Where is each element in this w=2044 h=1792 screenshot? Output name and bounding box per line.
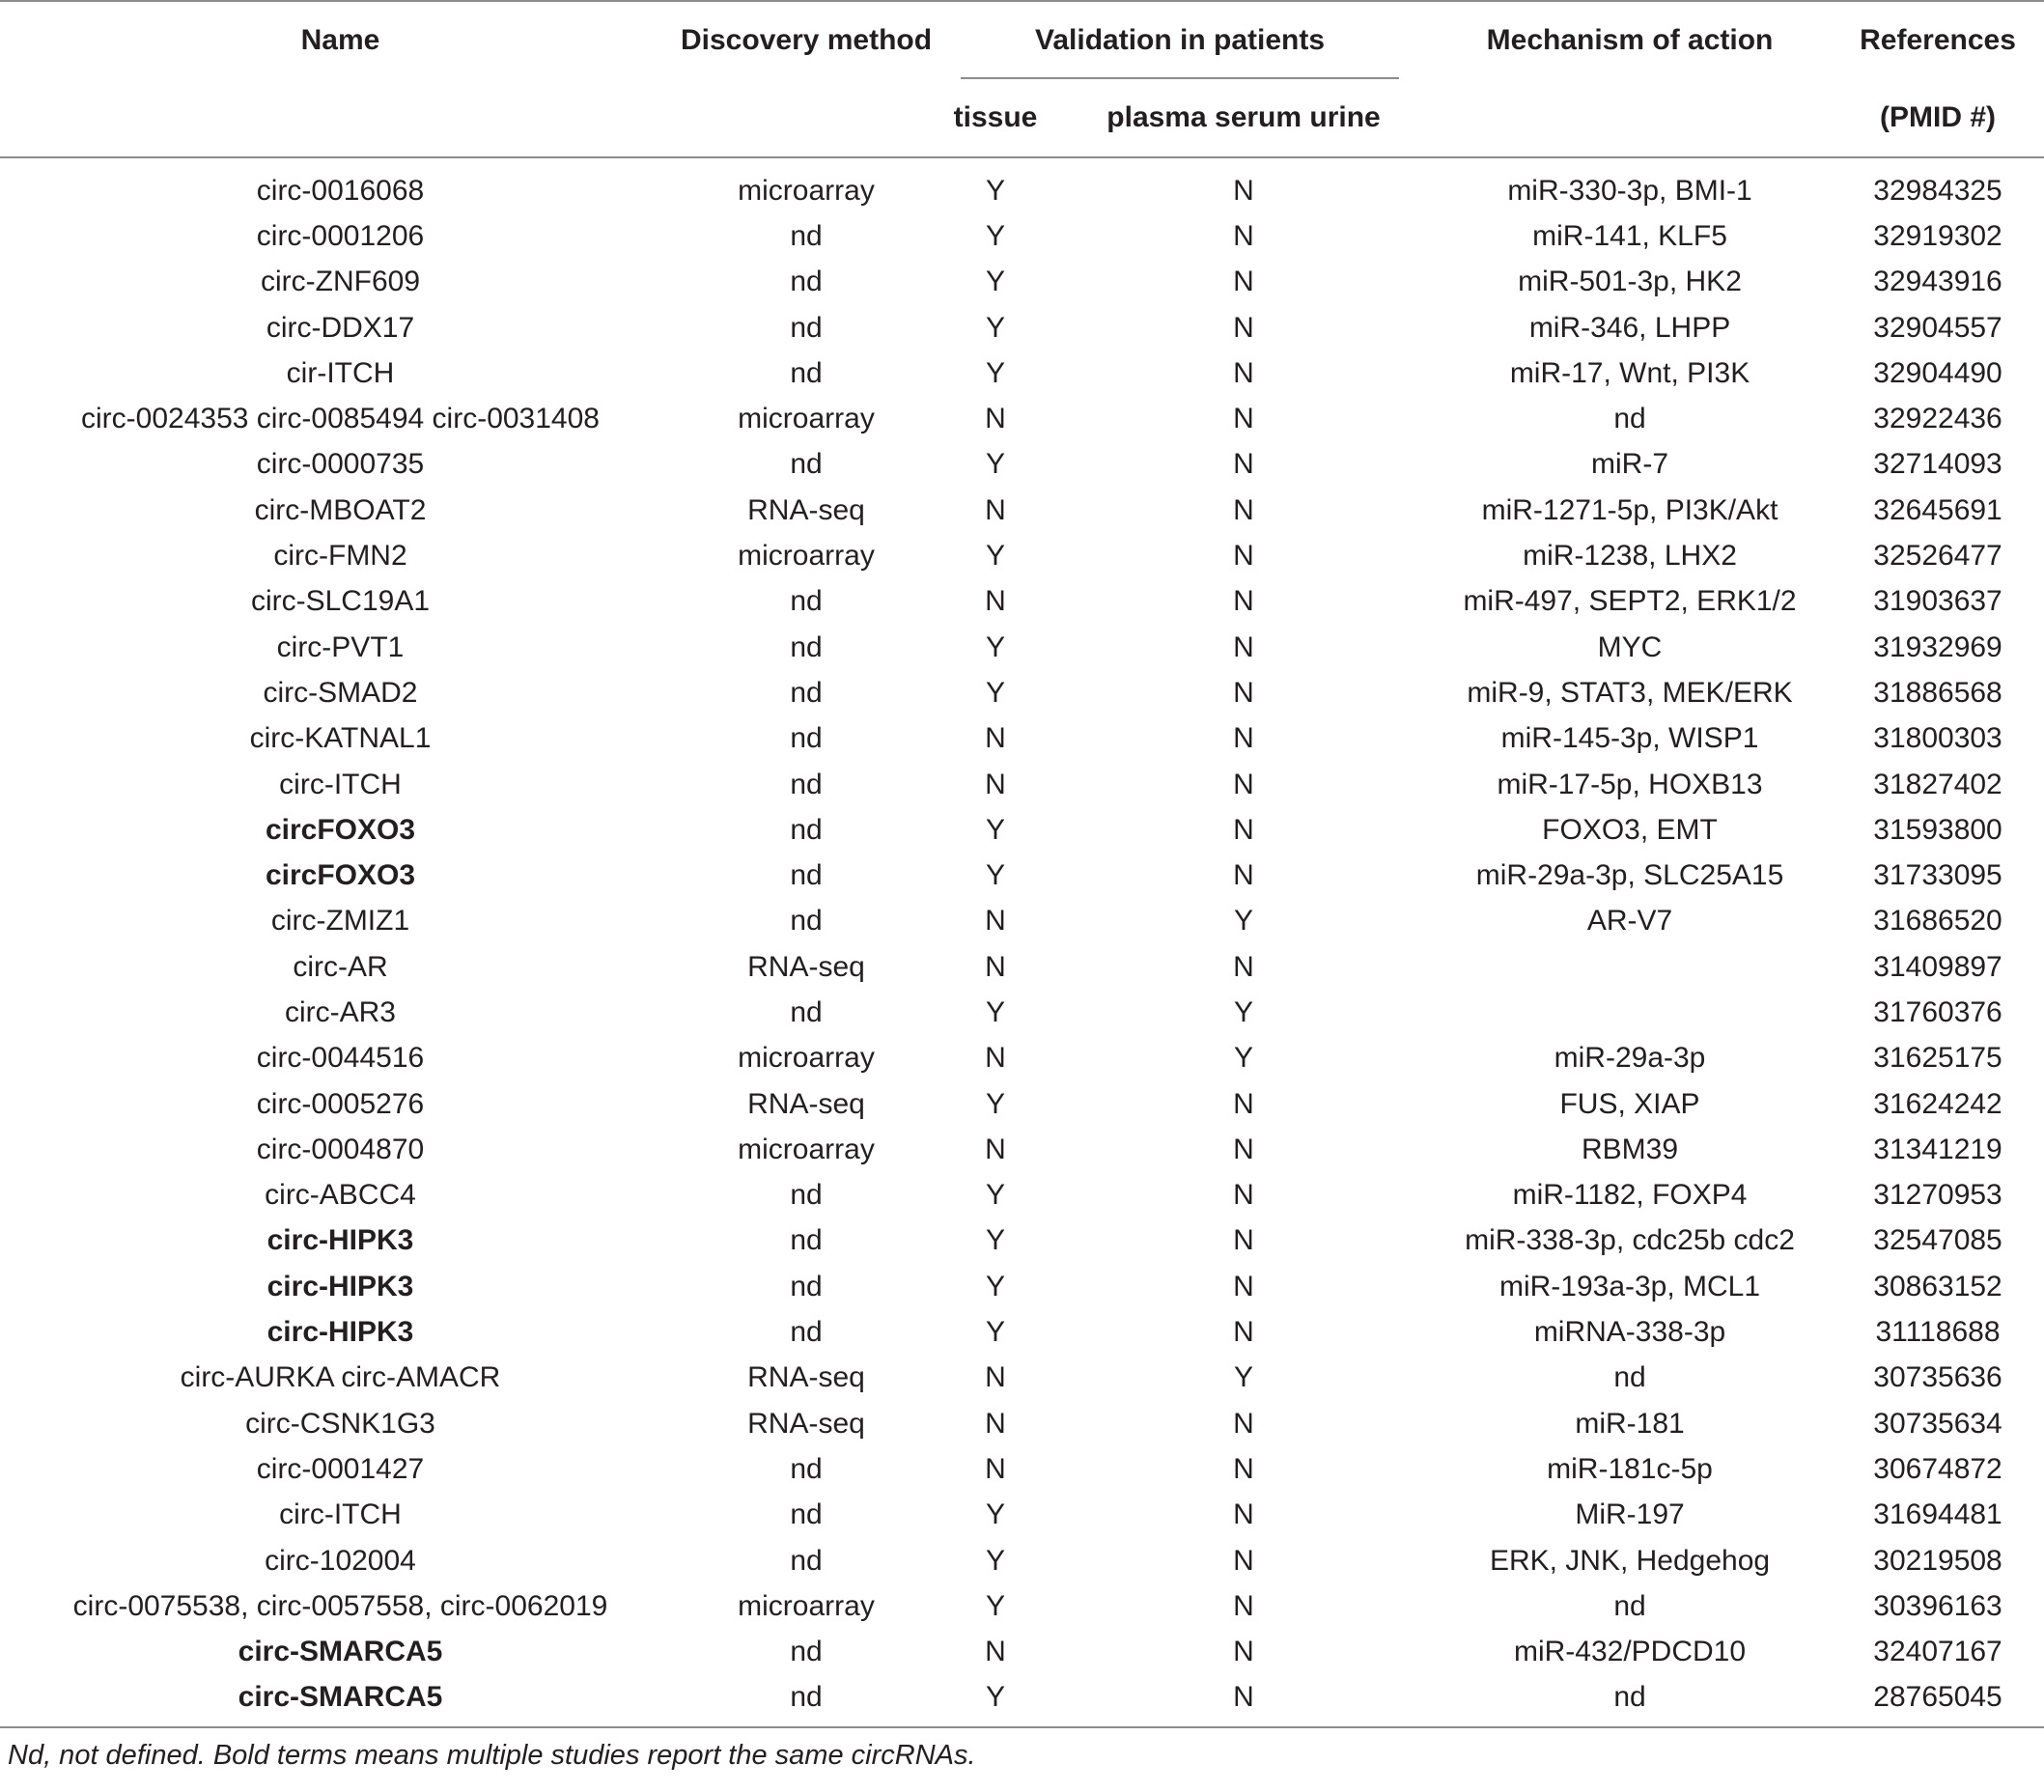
- cell-mechanism: miR-145-3p, WISP1: [1500, 722, 1759, 755]
- cell-pmid: 32919302: [1873, 219, 2002, 252]
- cell-name: circ-0001427: [256, 1452, 425, 1485]
- cell-mechanism: miR-9, STAT3, MEK/ERK: [1467, 676, 1793, 709]
- cell-tissue: N: [985, 1636, 1006, 1668]
- cell-name: circ-HIPK3: [266, 1270, 414, 1302]
- cell-discovery-method: nd: [790, 1270, 823, 1302]
- cell-pmid: 31593800: [1873, 813, 2002, 846]
- cell-name: circ-KATNAL1: [249, 722, 432, 755]
- cell-plasma-serum-urine: N: [1233, 403, 1254, 435]
- table-row: [0, 488, 2044, 533]
- cell-pmid: 32984325: [1873, 174, 2002, 207]
- cell-name: circ-HIPK3: [266, 1316, 414, 1349]
- cell-discovery-method: nd: [790, 905, 823, 938]
- header-plasma-serum-urine: plasma serum urine: [1059, 79, 1428, 157]
- cell-mechanism: MYC: [1597, 630, 1663, 663]
- cell-name: circ-ITCH: [279, 1498, 402, 1531]
- cell-pmid: 32407167: [1873, 1636, 2002, 1668]
- table-row: [0, 944, 2044, 990]
- cell-mechanism: miRNA-338-3p: [1533, 1316, 1726, 1349]
- cell-discovery-method: nd: [790, 448, 823, 481]
- cell-tissue: N: [985, 1042, 1006, 1075]
- cell-mechanism: FOXO3, EMT: [1542, 813, 1718, 846]
- cell-name: circ-0000735: [256, 448, 425, 481]
- cell-discovery-method: nd: [790, 1452, 823, 1485]
- cell-mechanism: nd: [1428, 1675, 1832, 1727]
- cell-discovery-method: nd: [790, 311, 823, 344]
- cell-name: circ-SMAD2: [263, 676, 418, 709]
- cell-tissue: N: [985, 722, 1006, 755]
- cell-discovery-method: RNA-seq: [747, 1361, 865, 1394]
- table-body: [0, 157, 2044, 1727]
- cell-plasma-serum-urine: N: [1233, 266, 1254, 298]
- cell-discovery-method: microarray: [738, 403, 875, 435]
- cell-name: circ-SMARCA5: [238, 1636, 443, 1668]
- cell-name: circ-ABCC4: [265, 1179, 416, 1212]
- cell-tissue: N: [985, 1452, 1006, 1485]
- cell-plasma-serum-urine: N: [1233, 1636, 1254, 1668]
- cell-name: circFOXO3: [265, 859, 416, 892]
- cell-discovery-method: nd: [790, 859, 823, 892]
- cell-mechanism: miR-17-5p, HOXB13: [1497, 768, 1763, 800]
- cell-name: circ-0004870: [256, 1133, 425, 1165]
- cell-tissue: N: [985, 905, 1006, 938]
- cell-tissue: Y: [985, 219, 1005, 252]
- cell-tissue: Y: [985, 1498, 1005, 1531]
- cell-plasma-serum-urine: N: [1233, 950, 1254, 983]
- cell-tissue: Y: [985, 1589, 1005, 1622]
- cell-plasma-serum-urine: N: [1233, 1087, 1254, 1120]
- cell-plasma-serum-urine: N: [1233, 1589, 1254, 1622]
- cell-tissue: N: [985, 403, 1006, 435]
- cell-name: circ-ZMIZ1: [270, 905, 410, 938]
- cell-plasma-serum-urine: N: [1233, 174, 1254, 207]
- cell-tissue: Y: [985, 266, 1005, 298]
- cell-pmid: 31625175: [1873, 1042, 2002, 1075]
- cell-tissue: Y: [985, 1316, 1005, 1349]
- cell-plasma-serum-urine: N: [1059, 1675, 1428, 1727]
- cell-discovery-method: nd: [790, 1544, 823, 1577]
- table-row: [0, 350, 2044, 396]
- cell-mechanism: miR-330-3p, BMI-1: [1507, 174, 1752, 207]
- header-name-spacer: [0, 79, 681, 157]
- cell-name: circ-AURKA circ-AMACR: [180, 1361, 501, 1394]
- cell-pmid: 31624242: [1873, 1087, 2002, 1120]
- table-row: [0, 807, 2044, 853]
- table-row: [0, 1583, 2044, 1629]
- cell-discovery-method: nd: [790, 585, 823, 618]
- cell-plasma-serum-urine: N: [1233, 859, 1254, 892]
- cell-tissue: Y: [985, 1179, 1005, 1212]
- cell-plasma-serum-urine: N: [1233, 585, 1254, 618]
- table-row: [0, 1264, 2044, 1309]
- cell-name: circ-FMN2: [273, 540, 407, 573]
- cell-discovery-method: nd: [790, 995, 823, 1028]
- cell-name: circ-0044516: [256, 1042, 425, 1075]
- cell-tissue: Y: [985, 1224, 1005, 1257]
- cell-plasma-serum-urine: N: [1233, 813, 1254, 846]
- header-tissue: tissue: [932, 79, 1059, 157]
- cell-mechanism: miR-432/PDCD10: [1513, 1636, 1747, 1668]
- table-row: [0, 305, 2044, 350]
- cell-name: circ-0024353 circ-0085494 circ-0031408: [81, 403, 600, 435]
- cell-discovery-method: nd: [790, 219, 823, 252]
- cell-name: circ-0075538, circ-0057558, circ-0062019: [72, 1589, 608, 1622]
- cell-mechanism: RBM39: [1581, 1133, 1679, 1165]
- cell-mechanism: MiR-197: [1575, 1498, 1685, 1531]
- cell-plasma-serum-urine: N: [1233, 1224, 1254, 1257]
- cell-pmid: 32645691: [1873, 493, 2002, 526]
- cell-mechanism: miR-501-3p, HK2: [1518, 266, 1742, 298]
- cell-discovery-method: nd: [790, 356, 823, 389]
- cell-pmid: 31409897: [1873, 950, 2002, 983]
- cell-discovery-method: nd: [790, 722, 823, 755]
- cell-mechanism: miR-497, SEPT2, ERK1/2: [1463, 585, 1797, 618]
- cell-plasma-serum-urine: N: [1233, 1498, 1254, 1531]
- cell-plasma-serum-urine: N: [1233, 722, 1254, 755]
- cell-pmid: 31886568: [1873, 676, 2002, 709]
- table-row: [0, 213, 2044, 259]
- cell-mechanism: miR-338-3p, cdc25b cdc2: [1465, 1224, 1795, 1257]
- table-row: [0, 1081, 2044, 1127]
- cell-plasma-serum-urine: N: [1233, 356, 1254, 389]
- cell-discovery-method: nd: [790, 1179, 823, 1212]
- cell-pmid: 32547085: [1873, 1224, 2002, 1257]
- header-name: Name: [300, 24, 380, 56]
- header-references: References: [1860, 24, 2016, 56]
- cell-mechanism: miR-141, KLF5: [1532, 219, 1727, 252]
- cell-tissue: Y: [932, 1675, 1059, 1727]
- cell-pmid: 31270953: [1873, 1179, 2002, 1212]
- header-discovery-method: Discovery method: [681, 24, 933, 56]
- cell-mechanism: AR-V7: [1586, 905, 1673, 938]
- cell-pmid: 31903637: [1873, 585, 2002, 618]
- cell-mechanism: miR-29a-3p, SLC25A15: [1475, 859, 1784, 892]
- table-row: [0, 762, 2044, 807]
- cell-pmid: 30674872: [1873, 1452, 2002, 1485]
- cell-plasma-serum-urine: Y: [1234, 905, 1254, 938]
- table-row: [0, 716, 2044, 762]
- cell-plasma-serum-urine: N: [1233, 311, 1254, 344]
- table-row: [0, 1309, 2044, 1355]
- cell-pmid: 31118688: [1875, 1316, 2001, 1349]
- table-row: [0, 1493, 2044, 1538]
- cell-pmid: 31800303: [1873, 722, 2002, 755]
- cell-mechanism: nd: [1613, 1361, 1646, 1394]
- cell-name: circ-PVT1: [276, 630, 405, 663]
- cell-discovery-method: nd: [790, 768, 823, 800]
- cell-pmid: 32904490: [1873, 356, 2002, 389]
- cell-discovery-method: nd: [790, 1498, 823, 1531]
- cell-name: circ-AR: [293, 950, 388, 983]
- cell-name: circ-SMARCA5: [0, 1675, 681, 1727]
- cell-mechanism: miR-181c-5p: [1547, 1452, 1713, 1485]
- table-row: [0, 899, 2044, 944]
- cell-mechanism: miR-193a-3p, MCL1: [1498, 1270, 1761, 1302]
- cell-tissue: N: [985, 768, 1006, 800]
- cell-name: circ-0016068: [256, 174, 425, 207]
- cell-plasma-serum-urine: Y: [1234, 995, 1254, 1028]
- cell-pmid: 30219508: [1873, 1544, 2002, 1577]
- cell-mechanism: nd: [1613, 403, 1646, 435]
- cell-tissue: N: [985, 950, 1006, 983]
- table-row: [0, 625, 2044, 670]
- cell-discovery-method: nd: [790, 1636, 823, 1668]
- cell-pmid: 31341219: [1873, 1133, 2002, 1165]
- table-row: [0, 1356, 2044, 1401]
- table-footnote: Nd, not defined. Bold terms means multiple studies report the same circRNAs.: [8, 1740, 976, 1772]
- cell-pmid: 32922436: [1873, 403, 2002, 435]
- cell-pmid: 30735636: [1873, 1361, 2002, 1394]
- table-row: [0, 1173, 2044, 1218]
- table-row: [0, 1218, 2044, 1264]
- cell-tissue: Y: [985, 995, 1005, 1028]
- cell-tissue: Y: [985, 1270, 1005, 1302]
- cell-plasma-serum-urine: Y: [1234, 1042, 1254, 1075]
- cell-pmid: 32943916: [1873, 266, 2002, 298]
- cell-name: circ-DDX17: [266, 311, 415, 344]
- cell-name: circFOXO3: [265, 813, 416, 846]
- cell-tissue: N: [985, 1133, 1006, 1165]
- table-row: [0, 533, 2044, 578]
- cell-tissue: N: [985, 493, 1006, 526]
- cell-tissue: N: [985, 1407, 1006, 1440]
- cell-mechanism: miR-29a-3p: [1554, 1042, 1706, 1075]
- cell-pmid: 31827402: [1873, 768, 2002, 800]
- cell-discovery-method: RNA-seq: [747, 1407, 865, 1440]
- cell-name: circ-CSNK1G3: [245, 1407, 435, 1440]
- cell-name: circ-ZNF609: [260, 266, 420, 298]
- header-validation-label: Validation in patients: [1034, 24, 1326, 56]
- cell-discovery-method: nd: [790, 813, 823, 846]
- cell-plasma-serum-urine: N: [1233, 630, 1254, 663]
- cell-name: circ-SLC19A1: [250, 585, 431, 618]
- cell-mechanism: miR-7: [1591, 448, 1669, 481]
- cell-discovery-method: nd: [790, 266, 823, 298]
- cell-pmid: 31733095: [1873, 859, 2002, 892]
- table-row: [0, 579, 2044, 625]
- cell-mechanism: FUS, XIAP: [1559, 1087, 1700, 1120]
- cell-plasma-serum-urine: N: [1233, 493, 1254, 526]
- cell-plasma-serum-urine: N: [1233, 676, 1254, 709]
- cell-tissue: N: [985, 585, 1006, 618]
- cell-mechanism: miR-181: [1575, 1407, 1685, 1440]
- cell-name: circ-ITCH: [279, 768, 402, 800]
- cell-pmid: 30863152: [1873, 1270, 2002, 1302]
- cell-plasma-serum-urine: N: [1233, 219, 1254, 252]
- cell-mechanism: miR-1182, FOXP4: [1512, 1179, 1748, 1212]
- cell-tissue: Y: [985, 676, 1005, 709]
- cell-plasma-serum-urine: N: [1233, 1316, 1254, 1349]
- cell-tissue: Y: [985, 448, 1005, 481]
- header-validation-in-patients: [932, 1, 1428, 79]
- table-row: [0, 990, 2044, 1035]
- header-mechanism: Mechanism of action: [1486, 24, 1774, 56]
- header-mechanism-spacer: [1428, 79, 1832, 157]
- cell-discovery-method: microarray: [738, 1042, 875, 1075]
- cell-pmid: 30735634: [1873, 1407, 2002, 1440]
- cell-plasma-serum-urine: N: [1233, 1452, 1254, 1485]
- table-row: [0, 442, 2044, 488]
- cell-plasma-serum-urine: N: [1233, 1270, 1254, 1302]
- cell-pmid: 31760376: [1873, 995, 2002, 1028]
- cell-discovery-method: microarray: [738, 540, 875, 573]
- cell-mechanism: [1428, 990, 1832, 1035]
- table-row: [0, 157, 2044, 213]
- cell-plasma-serum-urine: Y: [1234, 1361, 1254, 1394]
- header-group-rule: [961, 77, 1399, 79]
- cell-mechanism: nd: [1613, 1589, 1646, 1622]
- cell-pmid: 32714093: [1873, 448, 2002, 481]
- cell-tissue: Y: [985, 174, 1005, 207]
- cell-tissue: Y: [985, 1544, 1005, 1577]
- cell-plasma-serum-urine: N: [1233, 768, 1254, 800]
- cell-plasma-serum-urine: N: [1233, 1544, 1254, 1577]
- table-row: [0, 1127, 2044, 1172]
- table-row: [0, 1401, 2044, 1446]
- cell-discovery-method: microarray: [738, 1133, 875, 1165]
- cell-tissue: N: [985, 1361, 1006, 1394]
- cell-name: circ-102004: [265, 1544, 416, 1577]
- table-row: [0, 853, 2044, 898]
- cell-mechanism: [1428, 944, 1832, 990]
- cell-plasma-serum-urine: N: [1233, 1179, 1254, 1212]
- cell-name: circ-0005276: [256, 1087, 425, 1120]
- cell-mechanism: miR-17, Wnt, PI3K: [1509, 356, 1750, 389]
- cell-name: cir-ITCH: [286, 356, 395, 389]
- cell-mechanism: miR-1271-5p, PI3K/Akt: [1481, 493, 1778, 526]
- cell-plasma-serum-urine: N: [1233, 1133, 1254, 1165]
- cell-discovery-method: nd: [790, 1316, 823, 1349]
- cell-mechanism: miR-1238, LHX2: [1523, 540, 1737, 573]
- table-header: [0, 1, 2044, 157]
- cell-plasma-serum-urine: N: [1233, 540, 1254, 573]
- cell-name: circ-0001206: [256, 219, 425, 252]
- table-row: [0, 260, 2044, 305]
- table-row: [0, 1446, 2044, 1492]
- table-row: [0, 1538, 2044, 1583]
- cell-discovery-method: microarray: [738, 1589, 875, 1622]
- table-row: [0, 396, 2044, 441]
- cell-tissue: Y: [985, 859, 1005, 892]
- cell-tissue: Y: [985, 813, 1005, 846]
- cell-pmid: 28765045: [1832, 1675, 2044, 1727]
- table-row: [0, 1630, 2044, 1675]
- cell-mechanism: miR-346, LHPP: [1528, 311, 1731, 344]
- header-discovery-spacer: [681, 79, 932, 157]
- cell-pmid: 32526477: [1873, 540, 2002, 573]
- cell-tissue: Y: [985, 540, 1005, 573]
- cell-discovery-method: nd: [790, 676, 823, 709]
- cell-discovery-method: RNA-seq: [747, 950, 865, 983]
- cell-plasma-serum-urine: N: [1233, 1407, 1254, 1440]
- cell-pmid: 30396163: [1873, 1589, 2002, 1622]
- table-row: [0, 670, 2044, 715]
- cell-name: circ-HIPK3: [266, 1224, 414, 1257]
- cell-discovery-method: RNA-seq: [747, 1087, 865, 1120]
- table-row: [0, 1675, 2044, 1727]
- cell-name: circ-AR3: [284, 995, 396, 1028]
- cell-name: circ-MBOAT2: [254, 493, 427, 526]
- cell-tissue: Y: [985, 1087, 1005, 1120]
- cell-mechanism: ERK, JNK, Hedgehog: [1489, 1544, 1771, 1577]
- cell-tissue: Y: [985, 311, 1005, 344]
- cell-pmid: 31932969: [1873, 630, 2002, 663]
- cell-pmid: 32904557: [1873, 311, 2002, 344]
- cell-tissue: Y: [985, 356, 1005, 389]
- cell-pmid: 31694481: [1873, 1498, 2002, 1531]
- cell-tissue: Y: [985, 630, 1005, 663]
- cell-pmid: 31686520: [1873, 905, 2002, 938]
- header-pmid: (PMID #): [1832, 79, 2044, 157]
- cell-plasma-serum-urine: N: [1233, 448, 1254, 481]
- cell-discovery-method: nd: [790, 1224, 823, 1257]
- table-row: [0, 1036, 2044, 1081]
- cell-discovery-method: nd: [790, 630, 823, 663]
- cell-discovery-method: RNA-seq: [747, 493, 865, 526]
- cell-discovery-method: microarray: [738, 174, 875, 207]
- cell-discovery-method: nd: [681, 1675, 932, 1727]
